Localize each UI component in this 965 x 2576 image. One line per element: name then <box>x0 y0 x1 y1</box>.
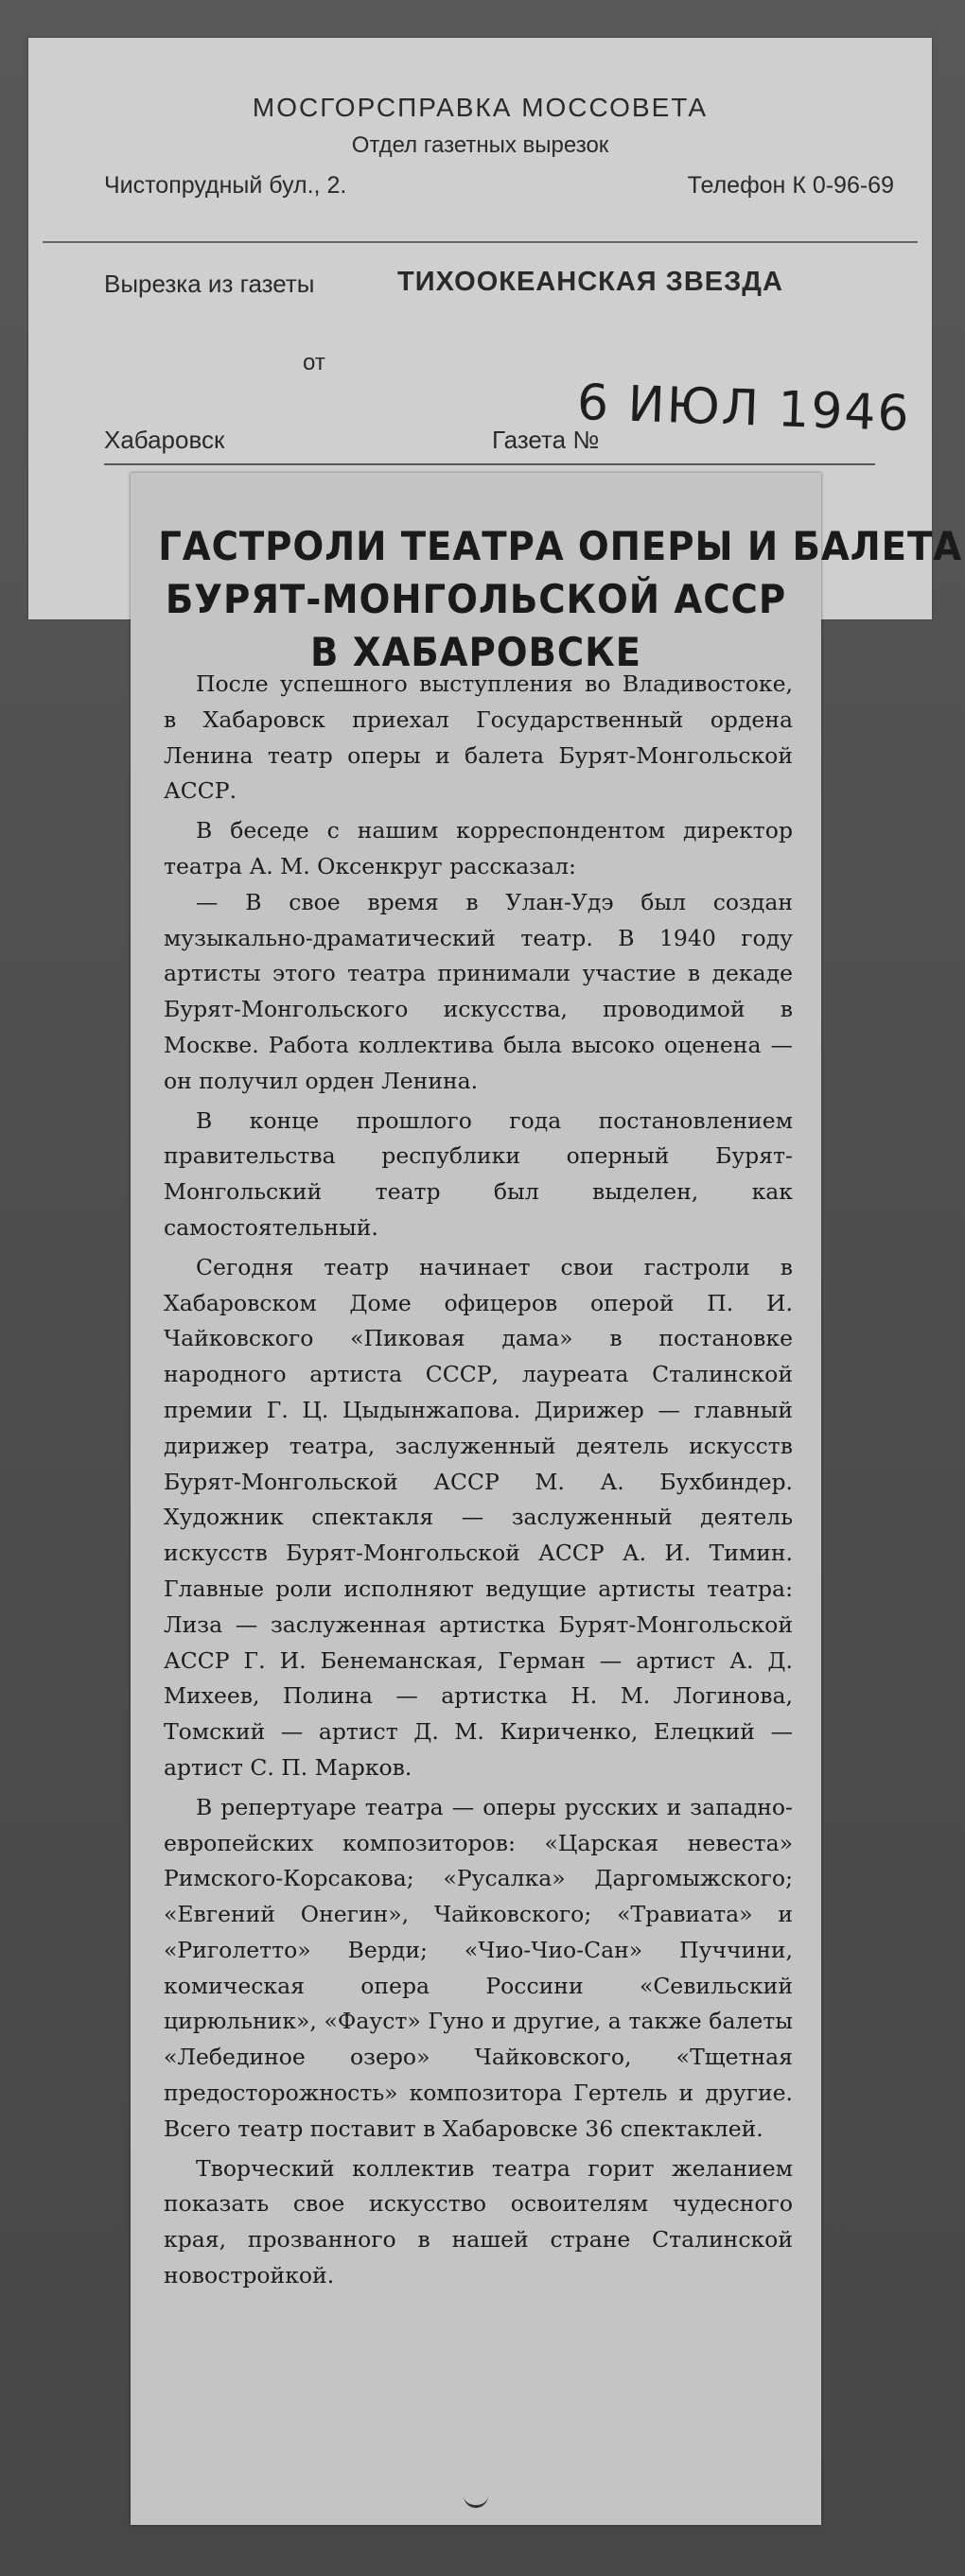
article-paragraph: В репертуаре театра — оперы русских и западно-европейских композиторов: «Царская невеста» Римского-Корсакова; «Русалка» Даргомыжского; «Евгений Онегин», Чайковского; «Травиата» и «Риголетто» Верди; «Чио-Чио-Сан» Пуччини, комическая опера Россини «Севильский цирюльник», «Фауст» Гуно и другие, а также балеты «Лебединое озеро» Чайковского, «Тщетная предосторожность» композитора Гертель и другие. Всего театр поставит в Хабаровске 36 спектаклей. <box>164 1793 793 2142</box>
signature-line <box>104 463 875 465</box>
headline-line: ГАСТРОЛИ ТЕАТРА ОПЕРЫ И БАЛЕТА <box>158 523 963 569</box>
newspaper-name: ТИХООКЕАНСКАЯ ЗВЕЗДА <box>397 267 783 297</box>
date-stamp: 6 ИЮЛ 1946 <box>576 374 912 444</box>
article-body <box>164 667 793 2294</box>
clip-from-label: Вырезка из газеты <box>104 270 315 298</box>
end-mark-icon <box>464 2486 488 2508</box>
article-paragraph: После успешного выступления во Владивостоке, в Хабаровск приехал Государственный ордена Ленина театр оперы и балета Бурят-Монгольской АССР. <box>164 670 793 805</box>
article-paragraph: Творческий коллектив театра горит желанием показать свое искусство освоителям чудесного края, прозванного в нашей стране Сталинской новостройкой. <box>164 2154 793 2289</box>
article-headline <box>158 520 963 679</box>
headline-line: БУРЯТ-МОНГОЛЬСКОЙ АССР <box>165 576 787 622</box>
city-name: Хабаровск <box>104 426 225 454</box>
bureau-address: Чистопрудный бул., 2. <box>104 172 347 199</box>
headline-line: В ХАБАРОВСКЕ <box>310 629 641 675</box>
divider-line <box>43 241 918 243</box>
department-name: Отдел газетных вырезок <box>351 132 609 158</box>
article-paragraph: — В свое время в Улан-Удэ был создан музыкально-драматический театр. В 1940 году артисты этого театра принимали участие в декаде Бурят-Монгольского искусства, проводимой в Москве. Работа коллектива была высоко оценена — он получил орден Ленина. <box>164 888 793 1094</box>
bureau-phone: Телефон К 0-96-69 <box>687 172 894 199</box>
date-from-label: от <box>303 350 325 375</box>
gazeta-number-label: Газета № <box>492 426 600 454</box>
article-paragraph: Сегодня театр начинает свои гастроли в Хабаровском Доме офицеров оперой П. И. Чайковского «Пиковая дама» в постановке народного артиста СССР, лауреата Сталинской премии Г. Ц. Цыдынжапова. Дирижер — главный дирижер театра, заслуженный деятель искусств Бурят-Монгольской АССР М. А. Бухбиндер. Художник спектакля — заслуженный деятель искусств Бурят-Монгольской АССР А. И. Тимин. Главные роли исполняют ведущие артисты театра: Лиза — заслуженная артистка Бурят-Монгольской АССР Г. И. Бенеманская, Герман — артист А. Д. Михеев, Полина — артистка Н. М. Логинова, Томский — артист Д. М. Кириченко, Елецкий — артист С. П. Марков. <box>164 1253 793 1781</box>
article-paragraph: В беседе с нашим корреспондентом директор театра А. М. Оксенкруг рассказал: <box>164 817 793 879</box>
article-paragraph: В конце прошлого года постановлением правительства республики оперный Бурят-Монгольский театр был выделен, как самостоятельный. <box>164 1106 793 1241</box>
newspaper-clipping <box>131 473 963 2525</box>
bureau-name: МОСГОРСПРАВКА МОССОВЕТА <box>252 93 709 122</box>
